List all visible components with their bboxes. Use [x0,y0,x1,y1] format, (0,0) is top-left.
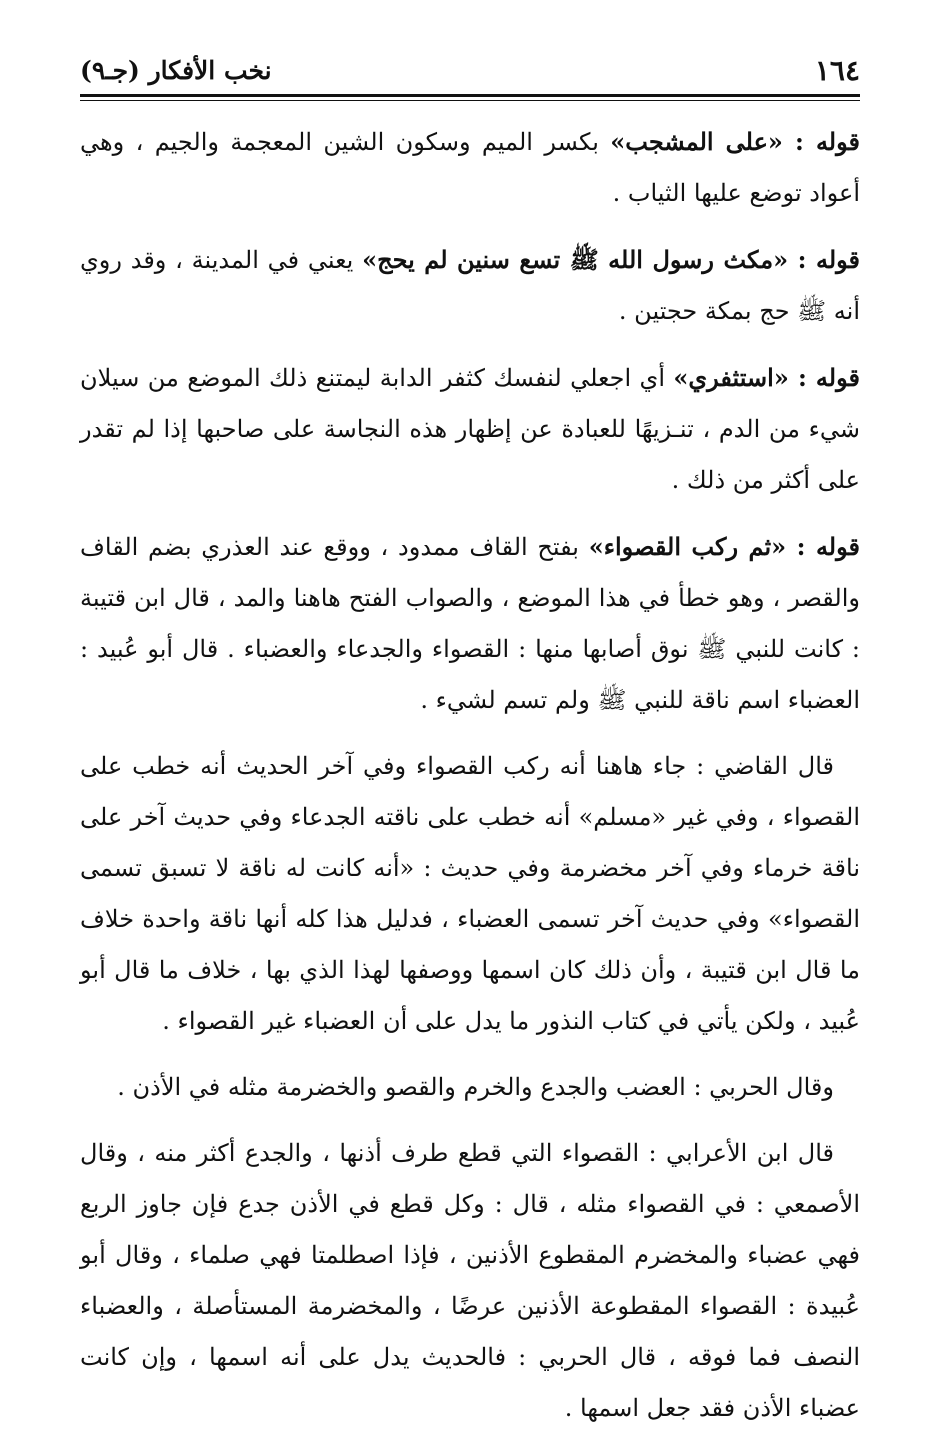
paragraph [80,1128,860,1434]
running-title: نخب الأفكار (جـ٩) [80,56,272,85]
paragraph-lead: قوله : «استثفري» [673,363,860,392]
page-number: ١٦٤ [814,54,860,87]
paragraph [80,234,860,337]
paragraph-lead: قوله : «مكث رسول الله ﷺ تسع سنين لم يحج» [362,245,860,274]
page-header [80,50,860,96]
paragraph-text: بفتح القاف ممدود ، ووقع عند العذري بضم القاف والقصر ، وهو خطأ في هذا الموضع ، والصواب الفتح هاهنا والمد ، قال ابن قتيبة : كانت للنبي ﷺ نوق أصابها منها : القصواء والجدعاء والعضباء . قال أبو عُبيد : العضباء اسم ناقة للنبي ﷺ ولم تسم لشيء . [80,533,860,714]
header-rule-thick [80,94,860,97]
paragraph-text: قال ابن الأعرابي : القصواء التي قطع طرف أذنها ، والجدع أكثر منه ، وقال الأصمعي : في القصواء مثله ، قال : وكل قطع في الأذن جدع فإن جاوز الربع فهي عضباء والمخضرم المقطوع الأذنين ، فإذا اصطلمتا فهي صلماء ، وقال أبو عُبيدة : القصواء المقطوعة الأذنين عرضًا ، والمخضرمة المستأصلة ، والعضباء النصف فما فوقه ، قال الحربي : فالحديث يدل على أنه اسمها ، وإن كانت عضباء الأذن فقد جعل اسمها . [80,1139,861,1422]
paragraph [80,521,860,726]
body-text [80,116,860,1449]
paragraph [80,116,860,219]
paragraph-text: يعني في المدينة ، وقد روي أنه ﷺ حج بمكة حجتين . [80,246,860,325]
paragraph [80,1062,860,1113]
paragraph-text: وقال الحربي : العضب والجدع والخرم والقصو والخضرمة مثله في الأذن . [117,1073,834,1101]
paragraph [80,352,860,506]
paragraph [80,741,860,1047]
paragraph-lead: قوله : «على المشجب» [610,127,860,156]
header-rule-thin [80,100,860,101]
paragraph-text: أي اجعلي لنفسك كثفر الدابة ليمتنع ذلك الموضع من سيلان شيء من الدم ، تنـزيهًا للعبادة عن إظهار هذه النجاسة على صاحبها إذا لم تقدر على أكثر من ذلك . [80,364,860,494]
paragraph-text: قال القاضي : جاء هاهنا أنه ركب القصواء وفي آخر الحديث أنه خطب على القصواء ، وفي غير «مسلم» أنه خطب على ناقته الجدعاء وفي حديث آخر على ناقة خرماء وفي آخر مخضرمة وفي حديث : «أنه كانت له ناقة لا تسبق تسمى القصواء» وفي حديث آخر تسمى العضباء ، فدليل هذا كله أنها ناقة واحدة خلاف ما قال ابن قتيبة ، وأن ذلك كان اسمها ووصفها لهذا الذي بها ، خلاف ما قال أبو عُبيد ، ولكن يأتي في كتاب النذور ما يدل على أن العضباء غير القصواء . [80,752,860,1035]
paragraph-text: بكسر الميم وسكون الشين المعجمة والجيم ، وهي أعواد توضع عليها الثياب . [80,128,860,207]
paragraph-lead: قوله : «ثم ركب القصواء» [588,532,860,561]
